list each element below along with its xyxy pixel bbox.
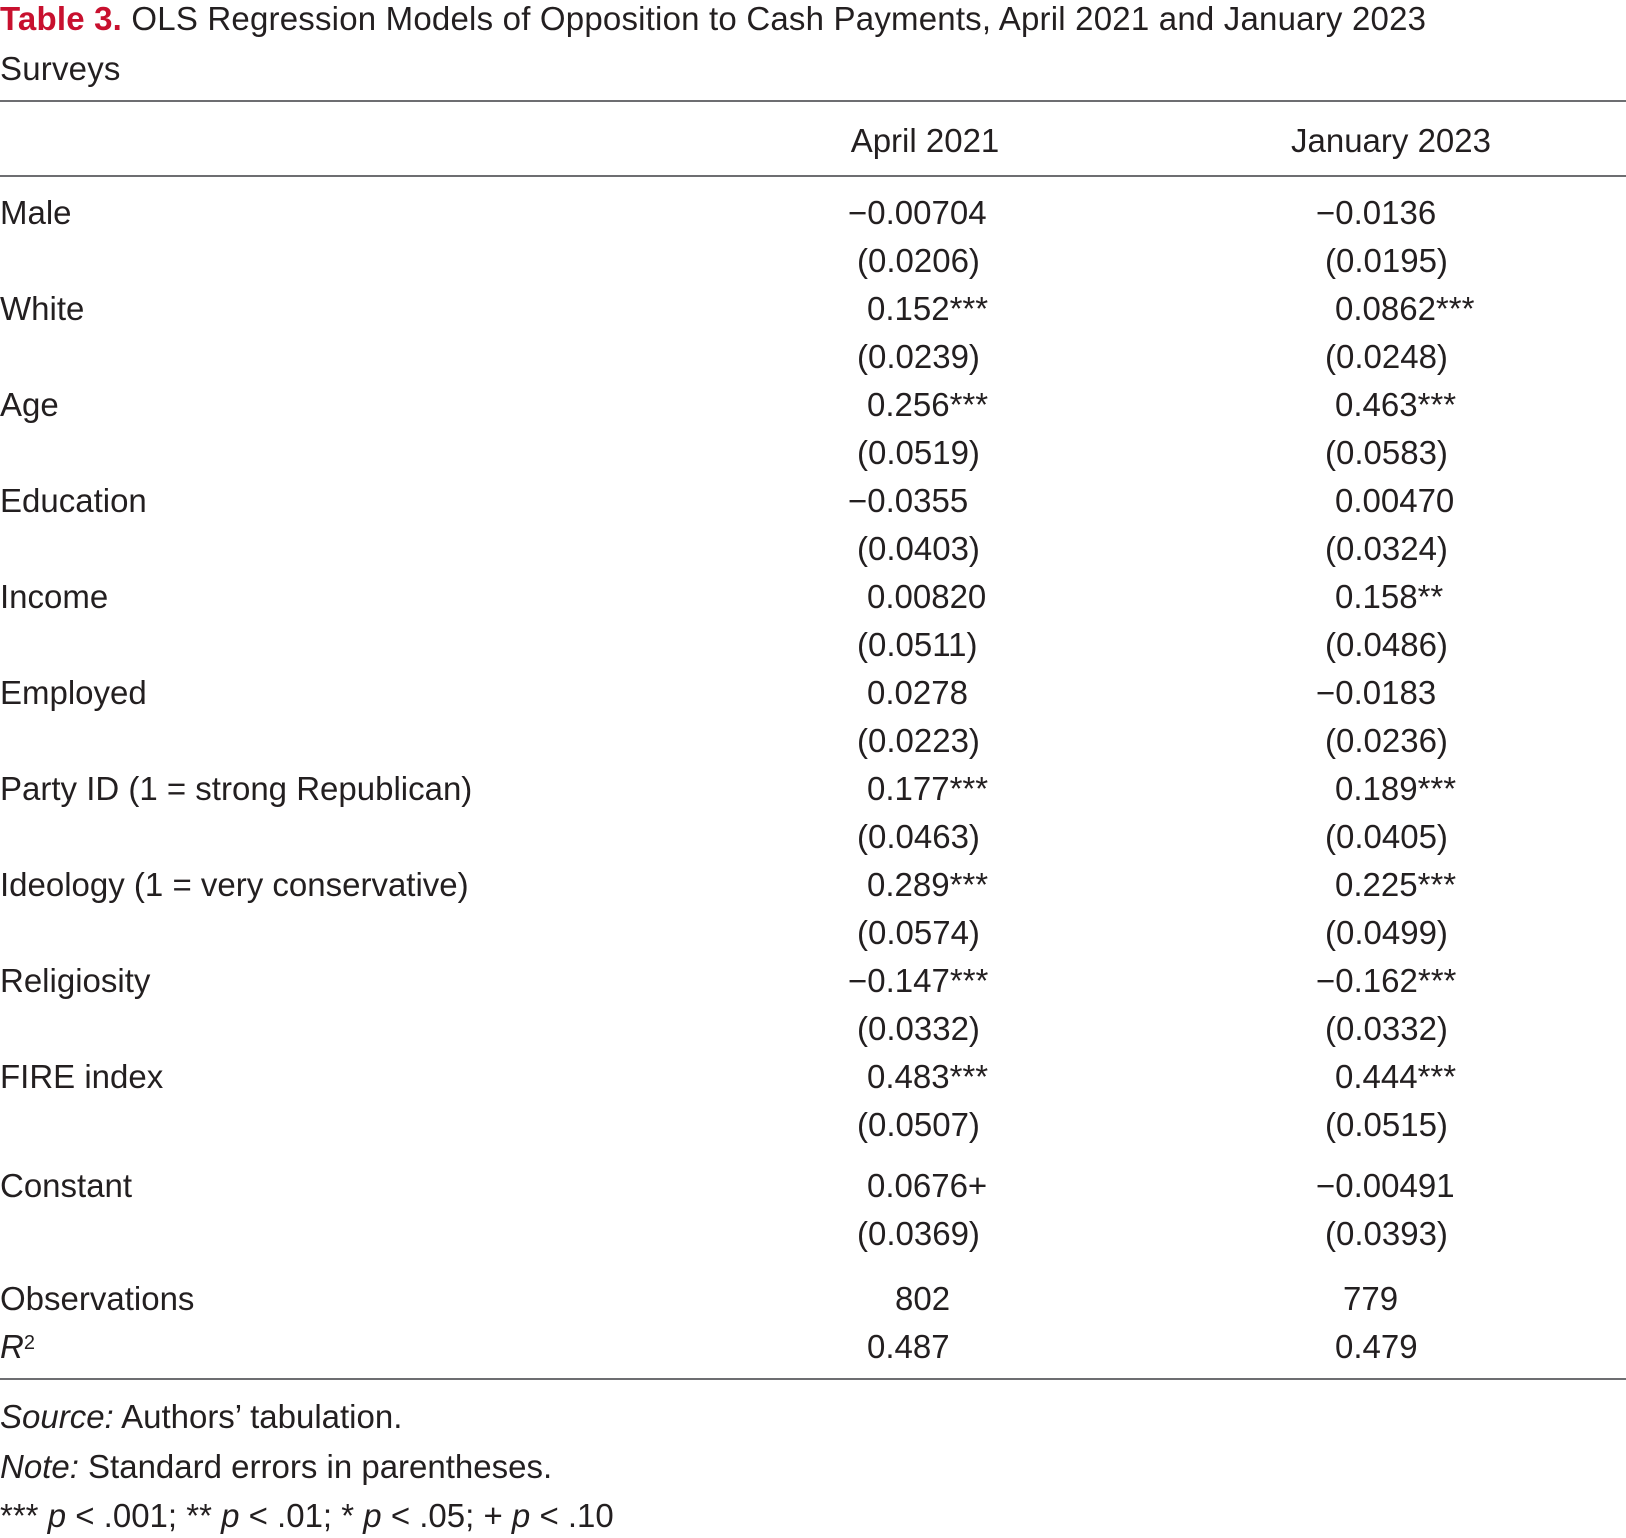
se-january-2023: (0.0405) [1325, 818, 1448, 855]
r-squared-january-2023: 0.479 [1335, 1328, 1418, 1365]
r-squared-label [0, 1325, 35, 1369]
coef-april-2021: −0.00704 [848, 194, 987, 231]
row-label: Religiosity [0, 962, 151, 999]
sig-p: p [511, 1497, 531, 1534]
observations-label: Observations [0, 1280, 195, 1317]
coef-january-2023: 0.463*** [1335, 386, 1457, 423]
coef-april-2021: 0.00820 [867, 578, 987, 615]
sig-part: *** [0, 1497, 48, 1534]
row-label: Income [0, 578, 109, 615]
source-label: Source: [0, 1398, 114, 1435]
caption-label: Table 3. [0, 0, 123, 37]
row-label: Age [0, 386, 59, 423]
coef-january-2023: 0.225*** [1335, 866, 1457, 903]
se-april-2021: (0.0511) [857, 626, 978, 663]
source-note [0, 1395, 402, 1439]
coef-april-2021: 0.152*** [867, 290, 989, 327]
coef-april-2021: −0.147*** [848, 962, 989, 999]
se-april-2021: (0.0223) [857, 722, 980, 759]
coef-january-2023: 0.158** [1335, 578, 1444, 615]
bottom-rule [0, 1378, 1626, 1380]
se-january-2023: (0.0332) [1325, 1010, 1448, 1047]
se-january-2023: (0.0195) [1325, 242, 1448, 279]
coef-january-2023: −0.00491 [1316, 1167, 1455, 1204]
standard-error-note [0, 1445, 552, 1489]
column-header-january-2023: January 2023 [1291, 122, 1491, 159]
r-squared-symbol: R [0, 1328, 24, 1365]
se-april-2021: (0.0463) [857, 818, 980, 855]
table-caption [0, 0, 1540, 94]
coef-april-2021: −0.0355 [848, 482, 969, 519]
se-april-2021: (0.0519) [857, 434, 980, 471]
se-january-2023: (0.0236) [1325, 722, 1448, 759]
coef-january-2023: −0.0136 [1316, 194, 1437, 231]
row-label: Education [0, 482, 147, 519]
se-april-2021: (0.0403) [857, 530, 980, 567]
row-label: Employed [0, 674, 147, 711]
row-label: White [0, 290, 85, 327]
coef-april-2021: 0.177*** [867, 770, 989, 807]
sig-part: < .05; + [381, 1497, 512, 1534]
se-april-2021: (0.0206) [857, 242, 980, 279]
se-april-2021: (0.0507) [857, 1106, 980, 1143]
top-rule [0, 100, 1626, 102]
note-text: Standard errors in parentheses. [78, 1448, 553, 1485]
se-january-2023: (0.0393) [1325, 1215, 1448, 1252]
se-january-2023: (0.0248) [1325, 338, 1448, 375]
sig-part: < .01; * [239, 1497, 364, 1534]
header-rule [0, 175, 1626, 177]
coef-january-2023: 0.189*** [1335, 770, 1457, 807]
coef-april-2021: 0.483*** [867, 1058, 989, 1095]
coef-january-2023: 0.00470 [1335, 482, 1455, 519]
r-squared-exponent: 2 [23, 1332, 35, 1354]
se-january-2023: (0.0583) [1325, 434, 1448, 471]
sig-p: p [47, 1497, 67, 1534]
r-squared-april-2021: 0.487 [867, 1328, 950, 1365]
row-label: FIRE index [0, 1058, 164, 1095]
coef-april-2021: 0.289*** [867, 866, 989, 903]
coef-april-2021: 0.256*** [867, 386, 989, 423]
coef-april-2021: 0.0676+ [867, 1167, 988, 1204]
se-april-2021: (0.0574) [857, 914, 980, 951]
sig-part: < .001; ** [66, 1497, 222, 1534]
se-january-2023: (0.0515) [1325, 1106, 1448, 1143]
se-january-2023: (0.0486) [1325, 626, 1448, 663]
coef-january-2023: −0.0183 [1316, 674, 1437, 711]
se-april-2021: (0.0239) [857, 338, 980, 375]
coef-january-2023: 0.0862*** [1335, 290, 1475, 327]
note-label: Note: [0, 1448, 79, 1485]
row-label: Ideology (1 = very conservative) [0, 866, 469, 903]
se-april-2021: (0.0332) [857, 1010, 980, 1047]
coef-april-2021: 0.0278 [867, 674, 968, 711]
row-label: Constant [0, 1167, 133, 1204]
se-april-2021: (0.0369) [857, 1215, 980, 1252]
row-label: Male [0, 194, 72, 231]
observations-january-2023: 779 [1343, 1280, 1399, 1317]
row-label: Party ID (1 = strong Republican) [0, 770, 473, 807]
se-january-2023: (0.0499) [1325, 914, 1448, 951]
sig-part: < .10 [530, 1497, 614, 1534]
coef-january-2023: −0.162*** [1316, 962, 1457, 999]
source-text: Authors’ tabulation. [113, 1398, 403, 1435]
significance-note [0, 1494, 614, 1538]
observations-april-2021: 802 [895, 1280, 951, 1317]
coef-january-2023: 0.444*** [1335, 1058, 1457, 1095]
se-january-2023: (0.0324) [1325, 530, 1448, 567]
caption-title: OLS Regression Models of Opposition to Cash Payments, April 2021 and January 2023 Surveys [0, 0, 1427, 87]
sig-p: p [363, 1497, 382, 1534]
column-header-april-2021: April 2021 [850, 122, 1000, 159]
sig-p: p [221, 1497, 240, 1534]
